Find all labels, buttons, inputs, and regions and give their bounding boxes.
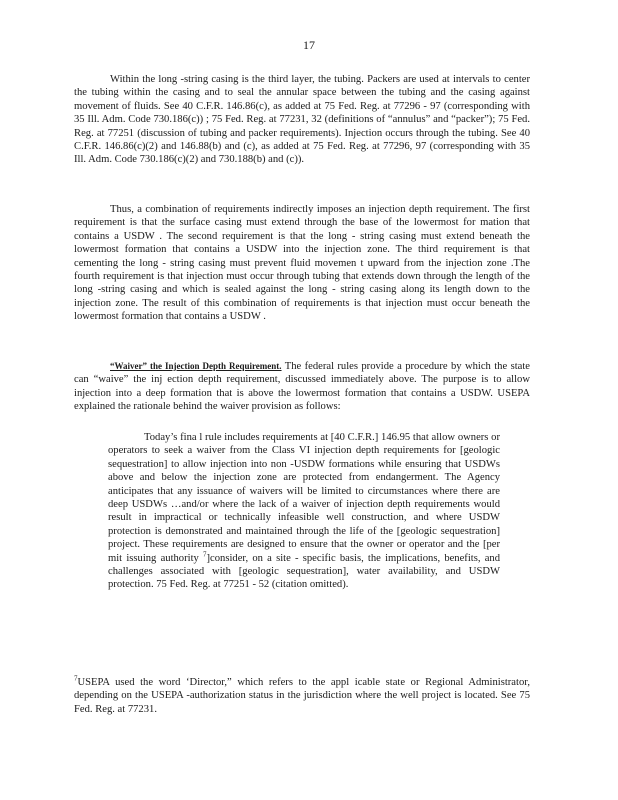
waiver-text: The federal rules provide a procedure by which the state can “waive” the inj ection depth requirement, discussed immediately above. The purpose is to allow injection into a deep formation that is above the lowermost formation that contains a USDW. USEPA explained the rationale behind the waiver provision as follows:	[74, 361, 530, 413]
quote-text-part1: Today’s fina l rule includes requirements at [40 C.F.R.] 146.95 that allow owners or operators to seek a waiver from the Class VI injection depth requirements for [geologic sequestration] to allow injection into non -USDW formations while ensuring that USDWs above and below the injection zone are protected from endangerment. The Agency anticipates that any issuance of waivers will be limited to circumstances where there are deep USDWs …and/or where the lack of a waiver of injection depth requirements would result in impractical or technically infeasible well construction, and where USDW protection is demonstrated and maintained through the life of the [geologic sequestration] project. These requirements are designed to ensure that the owner or operator and the [per mit issuing authority	[108, 432, 500, 564]
paragraph-waiver	[74, 360, 530, 414]
quote-text-part2: ]consider, on a site - specific basis, the implications, benefits, and challenges associated with [geologic sequestration], water availability, and USDW protection. 75 Fed. Reg. at 77251 - 52 (citation omitted).	[108, 552, 500, 591]
footnote-marker: 7	[74, 674, 78, 683]
footnote-reference: 7	[203, 550, 207, 559]
footnote-text: USEPA used the word ‘Director,” which refers to the appl icable state or Regional Administrator, depending on the USEPA -authorization status in the jurisdiction where the well project is located. See 75 Fed. Reg. at 77231.	[74, 677, 530, 715]
waiver-heading: “Waiver” the Injection Depth Requirement.	[110, 361, 282, 371]
paragraph-tubing: Within the long -string casing is the third layer, the tubing. Packers are used at intervals to center the tubing within the casing and to seal the annular space between the tubing and the casing against movement of fluids. See 40 C.F.R. 146.86(c), as added at 75 Fed. Reg. at 77296 - 97 (corresponding with 35 Ill. Adm. Code 730.186(c)) ; 75 Fed. Reg. at 77231, 32 (definitions of “annulus” and “packer”); 75 Fed. Reg. at 77251 (discussion of tubing and packer requirements). Injection occurs through the tubing. See 40 C.F.R. 146.86(c)(2) and 146.88(b) and (c), as added at 75 Fed. Reg. at 77296, 97 (corresponding with 35 Ill. Adm. Code 730.186(c)(2) and 730.188(b) and (c)).	[74, 74, 530, 166]
footnote	[74, 676, 530, 716]
paragraph-depth-requirement: Thus, a combination of requirements indirectly imposes an injection depth requirement. The first requirement is that the surface casing must extend through the base of the lowermost for mation that contains a USDW . The second requirement is that the long - string casing must extend beneath the lowermost formation that contains a USDW into the injection zone. The third requirement is that cementing the long - string casing must prevent fluid movemen t upward from the injection zone .The fourth requirement is that injection must occur through tubing that extends down through the length of the long -string casing and which is sealed against the long - string casing along its length down to the injection zone. The result of this combination of requirements is that injection must occur beneath the lowermost formation that contains a USDW .	[74, 204, 530, 323]
block-quote	[108, 431, 500, 592]
page-number: 17	[303, 38, 315, 52]
